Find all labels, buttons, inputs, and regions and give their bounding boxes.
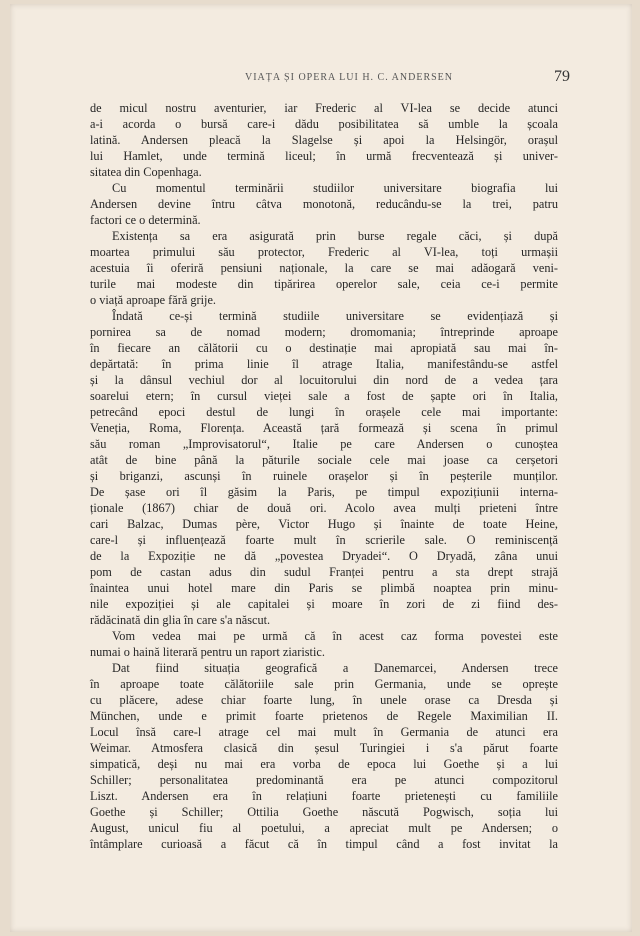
text-line: sitatea din Copenhaga. [90,165,202,179]
text-line: Veneția, Roma, Florența. Această țară formează și scena în primul [90,421,558,435]
text-line: cu plăcere, adese chiar foarte lung, în unele orase ca Dresda și [90,693,558,707]
text-line: de micul nostru aventurier, iar Frederic al VI-lea se decide atunci [90,101,558,115]
text-line: Cu momentul terminării studiilor universitare biografia lui [112,181,558,195]
body-text [90,100,558,852]
text-line: De șase ori îl găsim la Paris, pe timpul expozițiunii interna- [90,485,558,499]
text-line: o viață aproape fără grije. [90,293,216,307]
text-line: Locul însă care-l atrage cel mai mult în Germania de atunci era [90,725,558,739]
running-title: VIAȚA ȘI OPERA LUI H. C. ANDERSEN [245,72,454,83]
text-line: ționale (1867) chiar de două ori. Acolo avea mulți prieteni între [90,501,558,515]
text-line: Dat fiind situația geografică a Danemarcei, Andersen trece [112,661,558,675]
text-line: moartea primului său protector, Frederic al VI-lea, toți urmașii [90,245,558,259]
book-page [10,4,632,932]
text-line: pornirea sa de nomad modern; dromomania; întreprinde aproape [90,325,558,339]
text-line: simpatică, deși nu mai era vorba de epoca lui Goethe și a lui [90,757,558,771]
paragraph [90,628,558,660]
text-line: numai o haină literară pentru un raport ziaristic. [90,645,325,659]
paragraph [90,660,558,852]
paragraph [90,308,558,628]
text-line: soarelui etern; în cursul vieței sale a fost de șapte ori în Italia, [90,389,558,403]
text-line: rădăcinată din glia în care s'a născut. [90,613,271,627]
text-line: Weimar. Atmosfera clasică din șesul Turingiei i s'a părut foarte [90,741,558,755]
text-line: pom de castan adus din sudul Franței pentru a sta drept strajă [90,565,558,579]
text-line: factori ce o determină. [90,213,201,227]
text-line: în fiecare an călătorii cu o destinație mai apropiată sau mai în- [90,341,558,355]
text-line: de la Expoziție ne dă „povestea Dryadei“. O Dryadă, zâna unui [90,549,558,563]
text-line: și la dânsul vechiul dor al locuitorului din nord de a vedea țara [90,373,558,387]
text-line: întâmplare curioasă a făcut că în timpul când a fost invitat la [90,837,558,851]
paragraph [90,180,558,228]
text-line: în aproape toate călătoriile sale prin Germania, unde se oprește [90,677,558,691]
text-line: Îndată ce-și termină studiile universitare se evidențiază și [112,309,558,323]
text-line: latină. Andersen pleacă la Slagelse și apoi la Helsingör, orașul [90,133,558,147]
text-line: care-l și influențează foarte mult în scrierile sale. O reminiscență [90,533,558,547]
text-line: München, unde e primit foarte prietenos de Regele Maximilian II. [90,709,558,723]
text-line: său roman „Improvisatorul“, Italie pe care Andersen o cunoștea [90,437,558,451]
text-line: August, unicul fiu al poetului, a apreciat mult pe Andersen; o [90,821,558,835]
text-line: Existența sa era asigurată prin burse regale căci, și după [112,229,558,243]
text-line: turile mai modeste din tipărirea operelor sale, ceia ce-i permite [90,277,558,291]
text-line: a-i acorda o bursă care-i dădu posibilitatea să umble la școala [90,117,558,131]
text-line: depărtată: în prima linie îl atrage Italia, manifestându-se astfel [90,357,558,371]
text-line: atât de bine până la păturile sociale cele mai joase ca cerșetori [90,453,558,467]
text-line: Vom vedea mai pe urmă că în acest caz forma povestei este [112,629,558,643]
text-line: nile expoziției și ale capitalei și moare în zori de zi fiind des- [90,597,558,611]
text-line: Liszt. Andersen era în relațiuni foarte prietenești cu familiile [90,789,558,803]
text-line: și briganzi, ascunși în ruinele orașelor și în peșterile munților. [90,469,558,483]
text-line: lui Hamlet, unde termină liceul; în urmă frecventează și univer- [90,149,558,163]
text-line: petrecând epoci destul de lungi în orașele cele mai importante: [90,405,558,419]
running-head [90,68,570,88]
paragraph [90,100,558,180]
text-line: acestuia îi oferiră pensiuni naționale, la care se mai adăogară veni- [90,261,558,275]
text-line: Goethe și Schiller; Ottilia Goethe născută Pogwisch, soția lui [90,805,558,819]
page-number: 79 [554,68,570,85]
paragraph [90,228,558,308]
text-line: înaintea unui hotel mare din Paris se plimbă noaptea prin minu- [90,581,558,595]
text-line: Andersen devine întru câtva monotonă, reducându-se la trei, patru [90,197,558,211]
text-line: Schiller; personalitatea predominantă era pe atunci compozitorul [90,773,558,787]
text-line: cari Balzac, Dumas père, Victor Hugo și înainte de toate Heine, [90,517,558,531]
